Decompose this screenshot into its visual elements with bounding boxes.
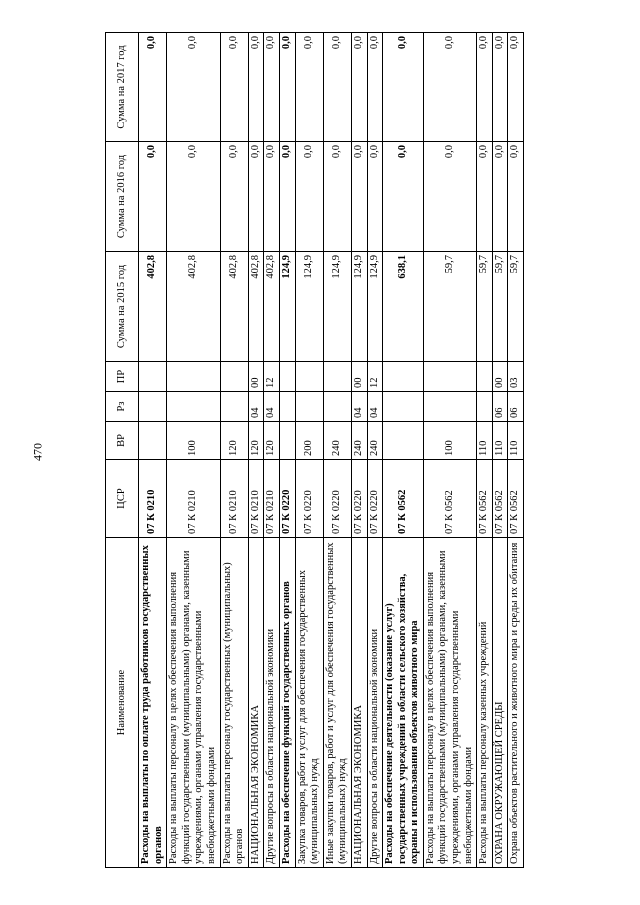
cell-vr: 120 bbox=[264, 422, 280, 460]
header-name: Наименование bbox=[106, 538, 139, 868]
table-row bbox=[248, 33, 264, 868]
cell-pr: 12 bbox=[367, 362, 383, 392]
cell-csr: 07 К 0210 bbox=[248, 460, 264, 538]
cell-vr: 240 bbox=[323, 422, 351, 460]
cell-vr: 200 bbox=[295, 422, 323, 460]
cell-name: Охрана объектов растительного и животного мира и среды их обитания bbox=[508, 538, 524, 868]
table-row bbox=[220, 33, 248, 868]
cell-sum-2016: 0,0 bbox=[167, 142, 220, 252]
cell-sum-2015: 59,7 bbox=[423, 252, 476, 362]
cell-sum-2017: 0,0 bbox=[295, 33, 323, 142]
cell-vr: 240 bbox=[351, 422, 367, 460]
header-vr: ВР bbox=[106, 422, 139, 460]
cell-sum-2015: 124,9 bbox=[295, 252, 323, 362]
cell-name: Иные закупки товаров, работ и услуг для обеспечения государственных (муниципальных) нужд bbox=[323, 538, 351, 868]
header-pr: ПР bbox=[106, 362, 139, 392]
cell-sum-2015: 402,8 bbox=[139, 252, 167, 362]
cell-sum-2016: 0,0 bbox=[477, 142, 493, 252]
cell-name: Расходы на выплаты персоналу в целях обеспечения выполнения функций государственными (муниципальными) органами, казенными учреждениями, органами управления государственными внебюджетными фондами bbox=[167, 538, 220, 868]
cell-vr: 110 bbox=[477, 422, 493, 460]
cell-pr bbox=[477, 362, 493, 392]
cell-vr: 120 bbox=[248, 422, 264, 460]
table-row bbox=[423, 33, 476, 868]
table-row bbox=[508, 33, 524, 868]
header-rz: Рз bbox=[106, 392, 139, 422]
cell-name: ОХРАНА ОКРУЖАЮЩЕЙ СРЕДЫ bbox=[492, 538, 508, 868]
cell-sum-2015: 638,1 bbox=[383, 252, 424, 362]
cell-vr: 110 bbox=[492, 422, 508, 460]
cell-vr: 120 bbox=[220, 422, 248, 460]
cell-sum-2015: 59,7 bbox=[508, 252, 524, 362]
cell-sum-2015: 402,8 bbox=[264, 252, 280, 362]
cell-sum-2016: 0,0 bbox=[383, 142, 424, 252]
cell-sum-2017: 0,0 bbox=[477, 33, 493, 142]
cell-csr: 07 К 0562 bbox=[508, 460, 524, 538]
cell-pr bbox=[279, 362, 295, 392]
cell-rz: 06 bbox=[492, 392, 508, 422]
cell-vr bbox=[383, 422, 424, 460]
cell-sum-2017: 0,0 bbox=[139, 33, 167, 142]
cell-sum-2016: 0,0 bbox=[323, 142, 351, 252]
cell-sum-2017: 0,0 bbox=[351, 33, 367, 142]
cell-sum-2015: 124,9 bbox=[323, 252, 351, 362]
cell-pr bbox=[423, 362, 476, 392]
cell-sum-2016: 0,0 bbox=[492, 142, 508, 252]
cell-sum-2016: 0,0 bbox=[423, 142, 476, 252]
cell-csr: 07 К 0210 bbox=[264, 460, 280, 538]
cell-rz bbox=[323, 392, 351, 422]
cell-name: Другие вопросы в области национальной экономики bbox=[264, 538, 280, 868]
cell-sum-2017: 0,0 bbox=[383, 33, 424, 142]
cell-sum-2017: 0,0 bbox=[323, 33, 351, 142]
cell-rz bbox=[477, 392, 493, 422]
cell-csr: 07 К 0220 bbox=[323, 460, 351, 538]
table-row bbox=[383, 33, 424, 868]
cell-rz bbox=[423, 392, 476, 422]
cell-pr bbox=[383, 362, 424, 392]
cell-name: Расходы на обеспечение деятельности (оказание услуг) государственных учреждений в области сельского хозяйства, охраны и использования объектов животного мира bbox=[383, 538, 424, 868]
cell-pr bbox=[323, 362, 351, 392]
cell-pr: 00 bbox=[492, 362, 508, 392]
cell-sum-2016: 0,0 bbox=[264, 142, 280, 252]
cell-sum-2016: 0,0 bbox=[351, 142, 367, 252]
cell-sum-2015: 402,8 bbox=[248, 252, 264, 362]
cell-pr: 00 bbox=[248, 362, 264, 392]
table-row bbox=[351, 33, 367, 868]
cell-rz: 04 bbox=[367, 392, 383, 422]
table-row bbox=[295, 33, 323, 868]
cell-sum-2017: 0,0 bbox=[492, 33, 508, 142]
cell-csr: 07 К 0220 bbox=[351, 460, 367, 538]
cell-sum-2016: 0,0 bbox=[295, 142, 323, 252]
cell-csr: 07 К 0220 bbox=[295, 460, 323, 538]
cell-sum-2015: 59,7 bbox=[477, 252, 493, 362]
table-row bbox=[492, 33, 508, 868]
cell-csr: 07 К 0220 bbox=[367, 460, 383, 538]
cell-sum-2015: 59,7 bbox=[492, 252, 508, 362]
cell-csr: 07 К 0210 bbox=[139, 460, 167, 538]
cell-pr: 00 bbox=[351, 362, 367, 392]
table-body bbox=[139, 33, 524, 868]
budget-table bbox=[105, 32, 524, 868]
cell-sum-2016: 0,0 bbox=[139, 142, 167, 252]
cell-vr: 100 bbox=[167, 422, 220, 460]
cell-sum-2015: 124,9 bbox=[351, 252, 367, 362]
cell-name: Расходы на выплаты персоналу в целях обеспечения выполнения функций государственными (муниципальными) органами, казенными учреждениями, органами управления государственными внебюджетными фондами bbox=[423, 538, 476, 868]
cell-sum-2016: 0,0 bbox=[367, 142, 383, 252]
cell-sum-2017: 0,0 bbox=[248, 33, 264, 142]
cell-rz bbox=[220, 392, 248, 422]
header-sum-2016: Сумма на 2016 год bbox=[106, 142, 139, 252]
cell-rz: 06 bbox=[508, 392, 524, 422]
cell-pr bbox=[167, 362, 220, 392]
table-row bbox=[279, 33, 295, 868]
cell-sum-2017: 0,0 bbox=[508, 33, 524, 142]
cell-vr: 240 bbox=[367, 422, 383, 460]
header-sum-2015: Сумма на 2015 год bbox=[106, 252, 139, 362]
header-sum-2017: Сумма на 2017 год bbox=[106, 33, 139, 142]
cell-csr: 07 К 0562 bbox=[492, 460, 508, 538]
cell-vr bbox=[279, 422, 295, 460]
cell-pr: 12 bbox=[264, 362, 280, 392]
table-row bbox=[323, 33, 351, 868]
cell-sum-2016: 0,0 bbox=[279, 142, 295, 252]
cell-name: Расходы на обеспечение функций государственных органов bbox=[279, 538, 295, 868]
cell-sum-2017: 0,0 bbox=[167, 33, 220, 142]
cell-rz: 04 bbox=[351, 392, 367, 422]
cell-csr: 07 К 0220 bbox=[279, 460, 295, 538]
cell-csr: 07 К 0562 bbox=[477, 460, 493, 538]
cell-csr: 07 К 0210 bbox=[167, 460, 220, 538]
cell-vr: 100 bbox=[423, 422, 476, 460]
cell-rz bbox=[167, 392, 220, 422]
cell-name: НАЦИОНАЛЬНАЯ ЭКОНОМИКА bbox=[248, 538, 264, 868]
cell-pr bbox=[220, 362, 248, 392]
cell-sum-2015: 124,9 bbox=[279, 252, 295, 362]
cell-rz bbox=[279, 392, 295, 422]
cell-sum-2017: 0,0 bbox=[423, 33, 476, 142]
cell-rz bbox=[295, 392, 323, 422]
table-row bbox=[477, 33, 493, 868]
cell-sum-2015: 124,9 bbox=[367, 252, 383, 362]
cell-name: Расходы на выплаты по оплате труда работников государственных органов bbox=[139, 538, 167, 868]
cell-vr bbox=[139, 422, 167, 460]
cell-name: Закупка товаров, работ и услуг для обеспечения государственных (муниципальных) нужд bbox=[295, 538, 323, 868]
rotated-table-container bbox=[105, 33, 595, 868]
cell-rz bbox=[383, 392, 424, 422]
cell-name: Расходы на выплаты персоналу государственных (муниципальных) органов bbox=[220, 538, 248, 868]
cell-sum-2017: 0,0 bbox=[367, 33, 383, 142]
table-row bbox=[167, 33, 220, 868]
cell-sum-2016: 0,0 bbox=[248, 142, 264, 252]
cell-name: НАЦИОНАЛЬНАЯ ЭКОНОМИКА bbox=[351, 538, 367, 868]
cell-rz bbox=[139, 392, 167, 422]
table-row bbox=[264, 33, 280, 868]
cell-pr: 03 bbox=[508, 362, 524, 392]
cell-sum-2015: 402,8 bbox=[220, 252, 248, 362]
cell-pr bbox=[295, 362, 323, 392]
cell-vr: 110 bbox=[508, 422, 524, 460]
cell-sum-2016: 0,0 bbox=[220, 142, 248, 252]
cell-name: Расходы на выплаты персоналу казенных учреждений bbox=[477, 538, 493, 868]
header-csr: ЦСР bbox=[106, 460, 139, 538]
cell-rz: 04 bbox=[248, 392, 264, 422]
table-row bbox=[139, 33, 167, 868]
cell-csr: 07 К 0210 bbox=[220, 460, 248, 538]
cell-sum-2017: 0,0 bbox=[220, 33, 248, 142]
header-row bbox=[106, 33, 139, 868]
cell-sum-2017: 0,0 bbox=[264, 33, 280, 142]
cell-sum-2016: 0,0 bbox=[508, 142, 524, 252]
cell-csr: 07 К 0562 bbox=[383, 460, 424, 538]
cell-rz: 04 bbox=[264, 392, 280, 422]
cell-csr: 07 К 0562 bbox=[423, 460, 476, 538]
table-header bbox=[106, 33, 139, 868]
table-row bbox=[367, 33, 383, 868]
cell-sum-2015: 402,8 bbox=[167, 252, 220, 362]
cell-sum-2017: 0,0 bbox=[279, 33, 295, 142]
cell-name: Другие вопросы в области национальной экономики bbox=[367, 538, 383, 868]
cell-pr bbox=[139, 362, 167, 392]
page-number: 470 bbox=[30, 443, 45, 461]
